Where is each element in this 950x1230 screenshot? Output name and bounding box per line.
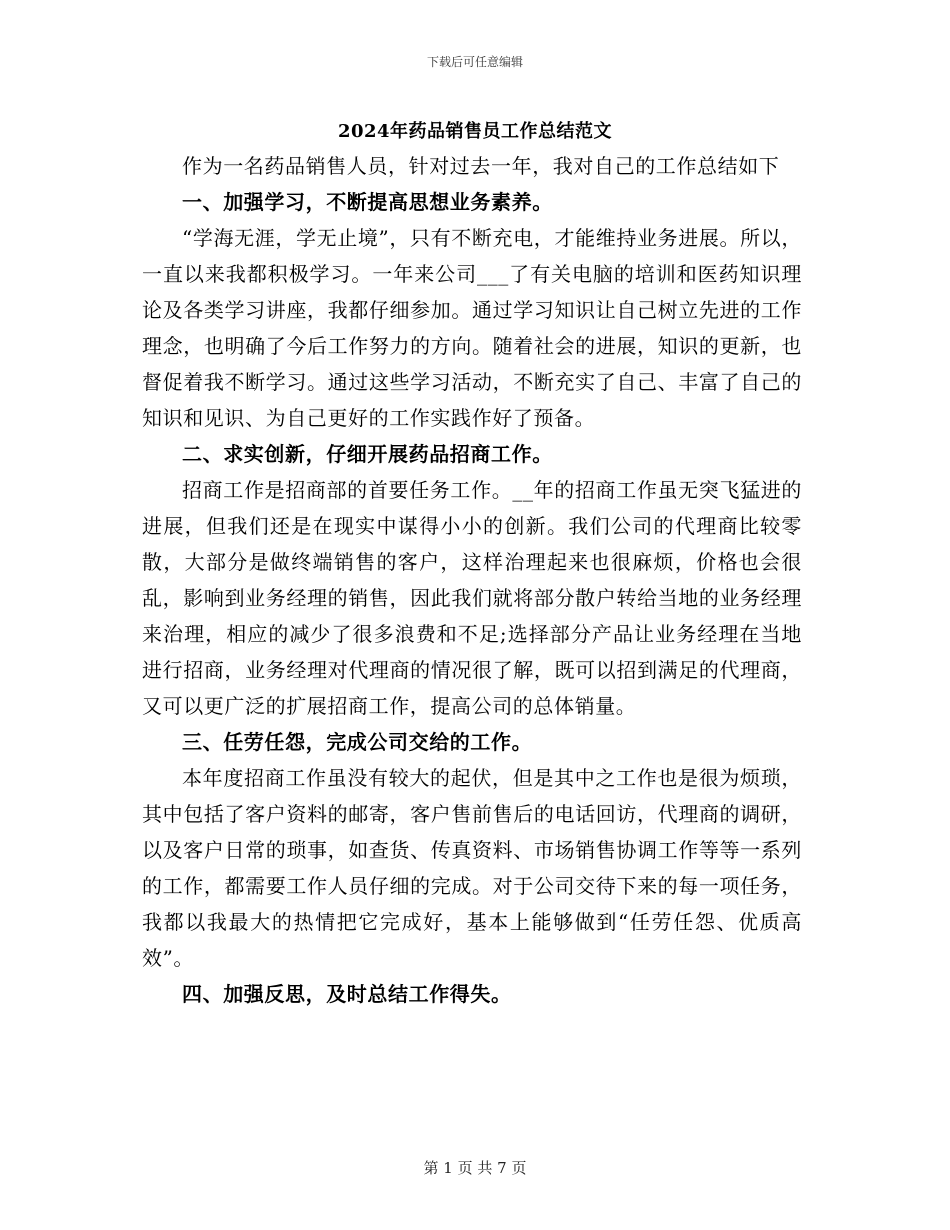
document-body	[142, 148, 802, 1012]
header-note: 下载后可任意编辑	[426, 55, 523, 69]
section-heading-3: 三、任劳任怨，完成公司交给的工作。	[182, 730, 533, 754]
section-heading-1: 一、加强学习，不断提高思想业务素养。	[182, 190, 553, 214]
section-paragraph-2: 招商工作是招商部的首要任务工作。__年的招商工作虽无突飞猛进的进展，但我们还是在现实中谋得小小的创新。我们公司的代理商比较零散，大部分是做终端销售的客户，这样治理起来也很麻烦，价格也会很乱，影响到业务经理的销售，因此我们就将部分散户转给当地的业务经理来治理，相应的减少了很多浪费和不足;选择部分产品让业务经理在当地进行招商，业务经理对代理商的情况很了解，既可以招到满足的代理商，又可以更广泛的扩展招商工作，提高公司的总体销量。	[142, 478, 802, 718]
intro-paragraph: 作为一名药品销售人员，针对过去一年，我对自己的工作总结如下	[182, 154, 780, 178]
section-heading-2: 二、求实创新，仔细开展药品招商工作。	[182, 442, 553, 466]
section-paragraph-3: 本年度招商工作虽没有较大的起伏，但是其中之工作也是很为烦琐，其中包括了客户资料的邮寄，客户售前售后的电话回访，代理商的调研，以及客户日常的琐事，如查货、传真资料、市场销售协调工作等等一系列的工作，都需要工作人员仔细的完成。对于公司交待下来的每一项任务，我都以我最大的热情把它完成好，基本上能够做到“任劳任怨、优质高效”。	[142, 766, 802, 970]
section-heading-4: 四、加强反思，及时总结工作得失。	[182, 982, 512, 1006]
document-title: 2024年药品销售员工作总结范文	[337, 121, 613, 142]
page-number: 第 1 页 共 7 页	[423, 1159, 527, 1177]
section-paragraph-1: “学海无涯，学无止境”，只有不断充电，才能维持业务进展。所以，一直以来我都积极学习。一年来公司___了有关电脑的培训和医药知识理论及各类学习讲座，我都仔细参加。通过学习知识让自己树立先进的工作理念，也明确了今后工作努力的方向。随着社会的进展，知识的更新，也督促着我不断学习。通过这些学习活动，不断充实了自己、丰富了自己的知识和见识、为自己更好的工作实践作好了预备。	[142, 226, 802, 430]
